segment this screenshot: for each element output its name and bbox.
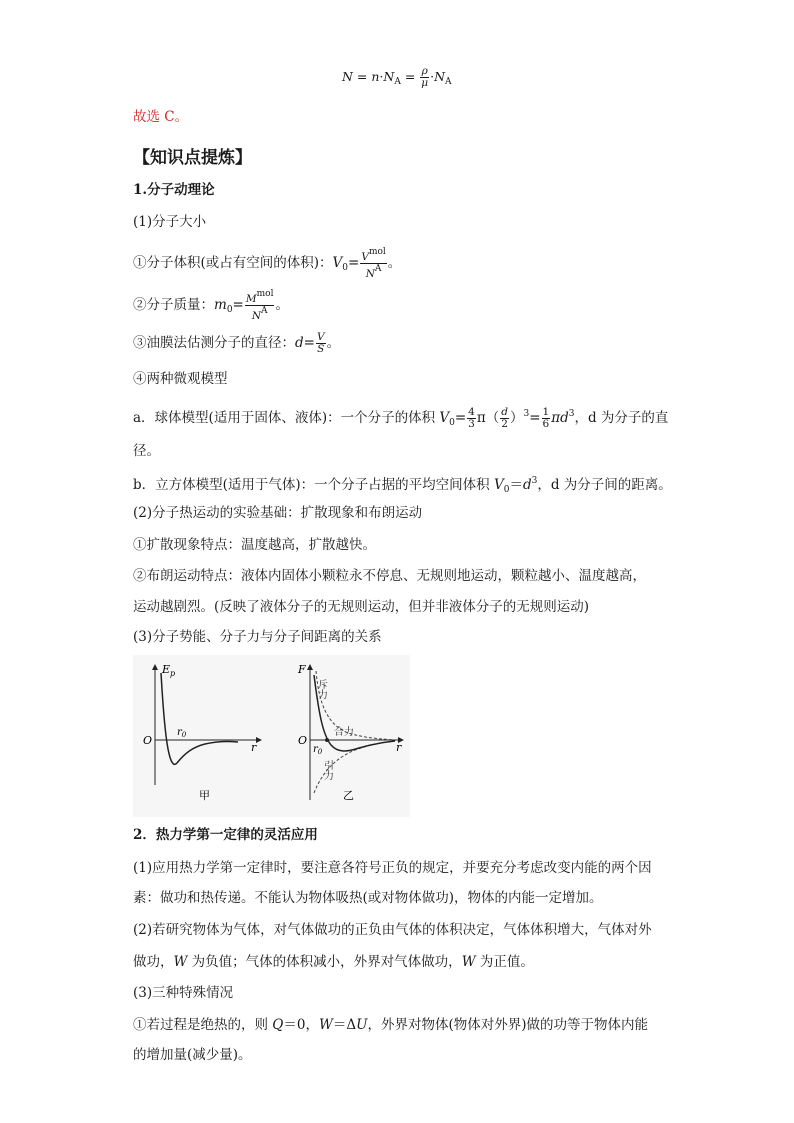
ep-origin: O (143, 734, 153, 747)
s2-title: 2．热力学第一定律的灵活应用 (133, 827, 318, 843)
force-y-label: F (298, 663, 306, 676)
ep-caption: 甲 (199, 789, 210, 802)
force-x-label: r (396, 741, 402, 754)
s2-p1-cont: 素：做功和热传递。不能认为物体吸热(或对物体做功)，物体的内能一定增加。 (133, 890, 603, 906)
attractive-label: 引力 (321, 760, 333, 780)
ep-graph (143, 663, 261, 802)
s1-sphere-model: a．球体模型(适用于固体、液体)：一个分子的体积 $V_0=$ $\frac{4}{3}$ π（ $\frac{d}{2}$ ）$^3$= $\frac{1}{6}$ $\pi d^3$，d 为分子的直 (133, 406, 669, 430)
s1-item3: ③油膜法估测分子的直径：d= $\frac{V}{S}$ 。 (133, 331, 341, 355)
s2-p1: (1)应用热力学第一定律时，要注意各符号正负的规定，并要充分考虑改变内能的两个因 (133, 860, 652, 876)
s1-item2: ②分子质量：$m_0=$ $\frac{\text{Mmol}}{NA}$ 。 (133, 289, 289, 322)
s1-brownian: ②布朗运动特点：液体内固体小颗粒永不停息、无规则地运动，颗粒越小、温度越高， (133, 568, 646, 584)
repulsive-curve (316, 671, 395, 740)
s2-adiabatic: ①若过程是绝热的，则 Q＝0，W＝ΔU，外界对物体(物体对外界)做的功等于物体内能 (133, 1017, 649, 1033)
force-origin: O (298, 734, 308, 747)
molecular-graphs-svg (133, 655, 410, 817)
s2-adiabatic-cont: 的增加量(减少量)。 (133, 1047, 252, 1063)
s2-p2-cont: 做功，W 为负值；气体的体积减小，外界对气体做功，W 为正值。 (133, 954, 534, 970)
r0-point (325, 738, 329, 742)
s1-cube-model: b．立方体模型(适用于气体)：一个分子占据的平均空间体积 $V_0=d^3$，d 为分子间的距离。 (133, 476, 672, 495)
force-r0: $r_0$ (313, 744, 323, 756)
s1-diffusion: ①扩散现象特点：温度越高，扩散越快。 (133, 537, 376, 553)
repulsive-label: 斥力 (315, 679, 327, 699)
s1-item1: ①分子体积(或占有空间的体积)：$V_0=$ $\frac{\text{Vmol}}{NA}$ 。 (133, 247, 402, 280)
s2-p3: (3)三种特殊情况 (133, 985, 234, 1001)
net-force-label: 合力 (334, 727, 354, 738)
ep-r0: $r_0$ (177, 727, 187, 739)
ep-y-label: $E_p$ (162, 663, 176, 678)
ep-curve (161, 673, 238, 764)
s1-p1: (1)分子大小 (133, 214, 207, 230)
molecular-graphs-figure (133, 655, 410, 817)
s1-item4: ④两种微观模型 (133, 371, 228, 387)
s1-p3: (3)分子势能、分子力与分子间距离的关系 (133, 629, 382, 645)
rho-over-mu: $\frac{\rho}{\mu}$ (421, 65, 429, 89)
s1-p2: (2)分子热运动的实验基础：扩散现象和布朗运动 (133, 505, 423, 521)
s1-brownian-cont: 运动越剧烈。(反映了液体分子的无规则运动，但并非液体分子的无规则运动) (133, 599, 590, 615)
s1-title: 1.分子动理论 (133, 182, 215, 198)
s2-p2: (2)若研究物体为气体，对气体做功的正负由气体的体积决定，气体体积增大，气体对外 (133, 922, 652, 938)
force-graph (297, 663, 403, 802)
ep-x-label: r (251, 741, 257, 754)
force-caption: 乙 (343, 789, 354, 802)
section-title: 【知识点提炼】 (133, 148, 252, 168)
top-formula: $N = n\cdot N_A$ = $\frac{\rho}{\mu}$ $\cdot N_A$ (342, 65, 452, 89)
s1-sphere-model-cont: 径。 (133, 443, 160, 459)
answer-text: 故选 C。 (133, 109, 189, 125)
